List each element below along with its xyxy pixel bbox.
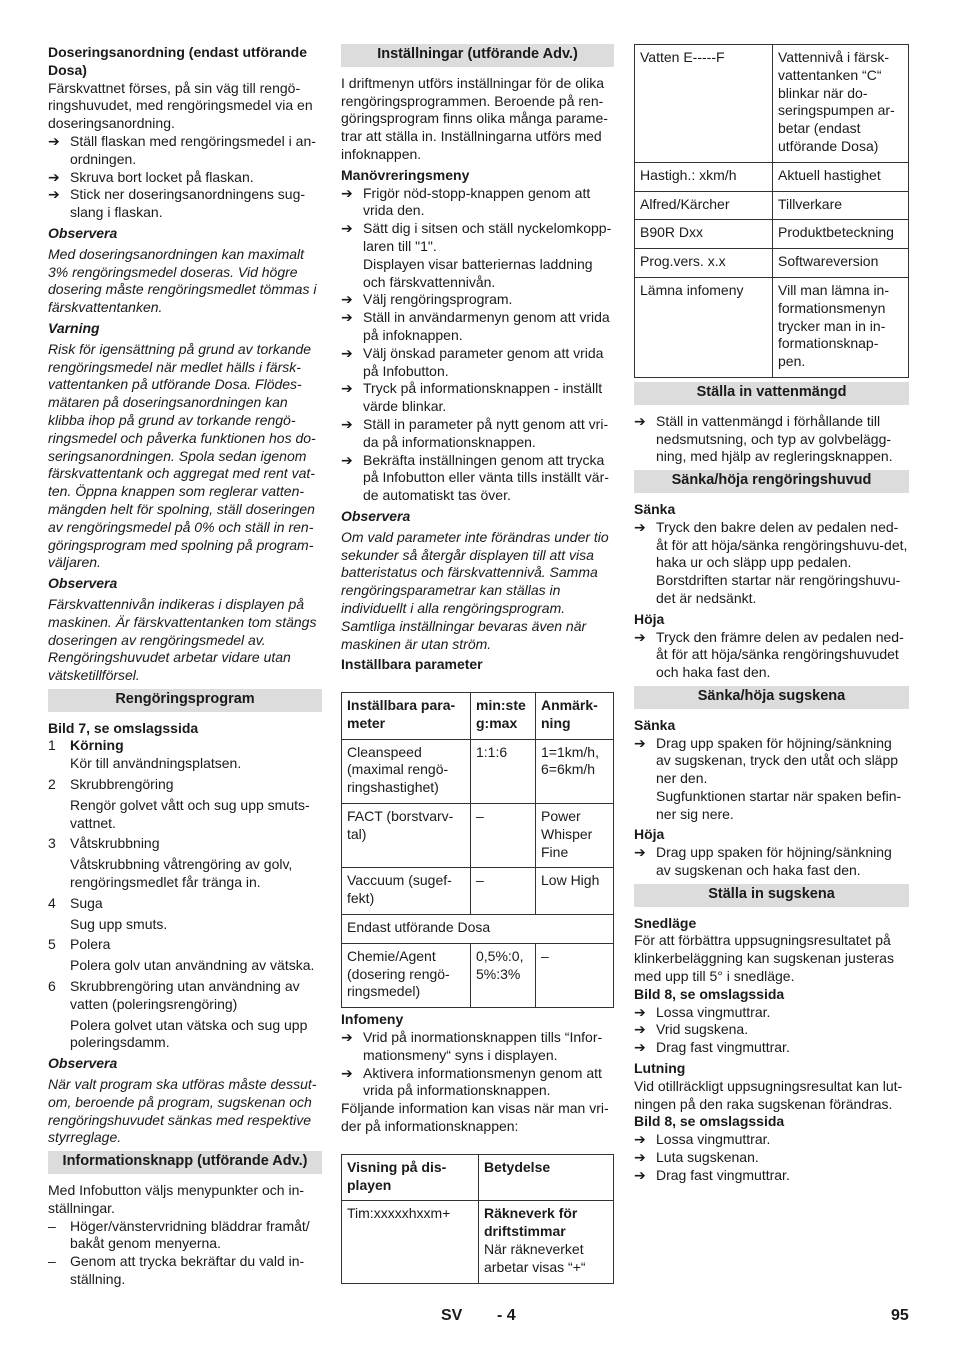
info-table-continued <box>634 44 909 378</box>
table-row: Lämna infomeny Vill man lämna in-formationsmenyn trycker man in in-formationsknap-pen. <box>635 277 909 377</box>
figure-reference: Bild 8, se omslagssida <box>634 985 785 1002</box>
list-item: – Höger/vänstervridning bläddrar framåt/ bakåt genom menyerna. <box>48 1217 310 1252</box>
arrow-right-icon: ➔ <box>341 451 353 468</box>
arrow-right-icon: ➔ <box>634 1166 646 1183</box>
list-item: ➔ Luta sugskenan. <box>634 1149 759 1166</box>
column-3: Vatten E-----F Vattennivå i färsk-vattentanken “C“ blinkar när do-seringspumpen ar-betar (endast utförande Dosa) Hastigh.: xkm/h Aktuell hastighet Alfred/Kärcher Tillverkare B90R Dxx Produktbeteckning Prog.vers. x.x Softwareversion Lämna infomeny Vill man lämna in-formationsmenyn trycker man in in-formationsknap-pen. Ställa in vattenmängd ➔ Ställ in vattenmängd i förhållande till nedsmutsning, och typ av golvbelägg-ning, med hjälp av regleringsknappen. Sänka/höja rengöringshuvud Sänka ➔ Tryck den bakre delen av pedalen ned-åt för att höja/sänka rengöringshuvu-det, haka ur och släpp upp pedalen. Borstdriften startar när rengöringshuvu-det är nedsänkt. Höja ➔ Tryck den främre delen av pedalen ned-åt för att höja/sänka rengöringshuvudet och haka fast den. Sänka/höja sugskena Sänka ➔ Drag upp spaken för höjning/sänkning av sugskenan, tryck den utåt och släpp ner den. Sugfunktionen startar när spaken befin-ner sig nere. Höja ➔ Drag upp spaken för höjning/sänkning av sugskenan och haka fast den. Ställa in sugskena Snedläge För att förbättra uppsugningsresultatet på klinkerbeläggning kan sugskenan justeras med upp till 5° i snedläge. Bild 8, se omslagssida ➔ Lossa vingmuttrar. ➔ Vrid sugskena. ➔ Drag fast vingmuttrar. Lutning Vid otillräckligt uppsugningsresultat kan lut-ningen på den raka sugskenan förändras. Bild 8, se omslagssida ➔ Lossa vingmuttrar. ➔ Luta sugskenan. ➔ Drag fast vingmuttrar. <box>634 44 909 1185</box>
infomeny-text: Följande information kan visas när man vri-der på informationsknappen: <box>341 1100 609 1135</box>
table-row: Visning på dis-playen Betydelse <box>342 1154 614 1201</box>
figure-reference: Bild 7, se omslagssida <box>48 719 199 736</box>
list-item: ➔ Drag fast vingmuttrar. <box>634 1166 790 1183</box>
warning-text: Risk för igensättning på grund av torkande rengöringsmedel när medlet hälls i färsk-vattentanken på utförande Dosa. Flödes-mätaren på doseringsanordningen kan klibba ihop på grund av torkande rengö-ringsmedel och påverka funktionen hos do-seringsanordningen. Spola sedan igenom färskvattentank och aggregat med rent vat-ten. Öppna knappen som reglerar vatten-mängden helt för spolning, ställ doseringen av rengöringsmedel på 0% och ställ in ren-göringsprogram med spolning på program-väljaren. <box>48 340 316 571</box>
list-item: ➔ Välj önskad parameter genom att vrida på Infobutton. <box>341 344 604 379</box>
arrow-right-icon: ➔ <box>634 628 646 645</box>
list-item: 5 Polera <box>48 936 111 953</box>
note-label: Observera <box>48 1055 118 1072</box>
note-text: När valt program ska utföras måste dessut-om, beroende på program, sugskenan och rengöringshuvudet sänkas med respektive styrreglage. <box>48 1076 317 1146</box>
settings-intro: I driftmenyn utförs inställningar för de olika rengöringsprogrammen. Beroende på ren-göringsprogram finns olika många parame-trar att ställa in. Inställningarna utförs med infoknappen. <box>341 74 608 162</box>
arrow-right-icon: ➔ <box>341 1029 353 1046</box>
list-item: ➔ Lossa vingmuttrar. <box>634 1003 771 1020</box>
subheading-lower: Sänka <box>634 500 676 517</box>
arrow-right-icon: ➔ <box>48 132 60 149</box>
section-heading-adjust-squeegee: Ställa in sugskena <box>634 884 909 907</box>
arrow-right-icon: ➔ <box>634 412 646 429</box>
table-row: Inställbara para-meter min:ste g:max Anmärk-ning <box>342 693 614 740</box>
arrow-right-icon: ➔ <box>634 1003 646 1020</box>
arrow-right-icon: ➔ <box>634 1021 646 1038</box>
note-text: Färskvattennivån indikeras i displayen på maskinen. Är färskvattentanken tom stängs doseringen av rengöringsmedel av. Rengöringshuvudet arbetar vidare utan vätsketillförsel. <box>48 595 317 684</box>
arrow-right-icon: ➔ <box>341 184 353 201</box>
table-row: Endast utförande Dosa <box>342 915 614 944</box>
arrow-right-icon: ➔ <box>48 168 60 185</box>
arrow-right-icon: ➔ <box>341 344 353 361</box>
arrow-right-icon: ➔ <box>634 844 646 861</box>
subheading-tilt: Lutning <box>634 1060 686 1077</box>
list-item: ➔ Skruva bort locket på flaskan. <box>48 168 254 185</box>
section-heading-squeegee: Sänka/höja sugskena <box>634 686 909 709</box>
footer-language: SV <box>441 1307 463 1324</box>
list-item: ➔ Drag fast vingmuttrar. <box>634 1039 790 1056</box>
column-1 <box>48 44 322 1289</box>
list-item: ➔ Välj rengöringsprogram. <box>341 291 513 308</box>
table-row: Tim:xxxxxhxxm+ Räkneverk för driftstimmar När räkneverket arbetar visas “+“ <box>342 1201 614 1283</box>
arrow-right-icon: ➔ <box>341 220 353 237</box>
note-label: Observera <box>48 224 118 241</box>
list-item: ➔ Drag upp spaken för höjning/sänkning av sugskenan och haka fast den. <box>634 844 892 879</box>
table-row: Chemie/Agent (dosering rengö-ringsmedel) 0,5%:0, 5%:3% – <box>342 943 614 1007</box>
subheading-raise: Höja <box>634 610 665 627</box>
table-row: Vatten E-----F Vattennivå i färsk-vattentanken “C“ blinkar när do-seringspumpen ar-betar (endast utförande Dosa) <box>635 45 909 163</box>
warning-label: Varning <box>48 319 100 336</box>
list-item: ➔ Ställ flaskan med rengöringsmedel i an-ordningen. <box>48 132 316 167</box>
section-heading-cleaning-head: Sänka/höja rengöringshuvud <box>634 470 909 493</box>
dosing-title: Doseringsanordning (endast utförande Dosa) <box>48 44 308 78</box>
list-item: ➔ Drag upp spaken för höjning/sänkning av sugskenan, tryck den utåt och släpp ner den. <box>634 734 899 787</box>
section-heading-cleaning-programs: Rengöringsprogram <box>48 689 322 712</box>
column-2 <box>341 44 614 1284</box>
arrow-right-icon: ➔ <box>634 734 646 751</box>
note-label: Observera <box>48 575 118 592</box>
arrow-right-icon: ➔ <box>341 1064 353 1081</box>
table-row: Alfred/Kärcher Tillverkare <box>635 191 909 220</box>
list-item: 1 Körning <box>48 737 124 754</box>
list-item: ➔ Lossa vingmuttrar. <box>634 1131 771 1148</box>
list-item: ➔ Vrid sugskena. <box>634 1021 749 1038</box>
list-item: 3 Våtskrubbning <box>48 835 160 852</box>
list-item: ➔ Sätt dig i sitsen och ställ nyckelomkopp-laren till "1". <box>341 220 612 254</box>
list-item: ➔ Tryck den bakre delen av pedalen ned-åt för att höja/sänka rengöringshuvu-det, haka ur och släpp upp pedalen. <box>634 518 908 571</box>
table-row: FACT (borstvarv-tal) – Power Whisper Fine <box>342 804 614 868</box>
list-item: ➔ Tryck på informationsknappen - inställt värde blinkar. <box>341 380 603 415</box>
list-item: 2 Skrubbrengöring <box>48 776 174 793</box>
table-row: B90R Dxx Produktbeteckning <box>635 220 909 249</box>
list-item: ➔ Bekräfta inställningen genom att trycka på Infobutton eller vänta tills inställt vär-de automatiskt tas över. <box>341 451 609 504</box>
arrow-right-icon: ➔ <box>634 1131 646 1148</box>
arrow-right-icon: ➔ <box>341 380 353 397</box>
table-row: Vaccuum (sugef-fekt) – Low High <box>342 868 614 915</box>
list-item: 6 Skrubbrengöring utan användning av vatten (poleringsrengöring) <box>48 978 300 1012</box>
param-table <box>341 692 614 1008</box>
list-item: ➔ Stick ner doseringsanordningens sug-slang i flaskan. <box>48 186 306 221</box>
arrow-right-icon: ➔ <box>634 518 646 535</box>
infomeny-title: Infomeny <box>341 1011 404 1028</box>
maneuver-steps: ➔ Frigör nöd-stopp-knappen genom att vrida den. ➔ Sätt dig i sitsen och ställ nyckelomkopp-laren till "1". Displayen visar batteriernas laddning och färskvattennivån. ➔ Välj rengöringsprogram. ➔ Ställ in användarmenyn genom att vrida på infoknappen. ➔ Välj önskad parameter genom att vrida på Infobutton. ➔ Tryck på informationsknappen - inställt värde blinkar. ➔ Ställ in parameter på nytt genom att vri-da på informationsknappen. ➔ Bekräfta inställningen genom att trycka på Infobutton eller vänta tills inställt vär-de automatiskt tas över. <box>341 185 614 505</box>
arrow-right-icon: ➔ <box>341 309 353 326</box>
dosing-intro: Färskvattnet förses, på sin väg till rengö-ringshuvudet, med rengöringsmedel via en doseringsanordning. <box>48 79 313 132</box>
subheading-lower: Sänka <box>634 716 676 733</box>
arrow-right-icon: ➔ <box>341 415 353 432</box>
list-item: – Genom att trycka bekräftar du vald in-ställning. <box>48 1253 305 1287</box>
note-text: Om vald parameter inte förändras under tio sekunder så återgår displayen till att visa batteristatus och färskvattennivå. Samma rengöringsparametrar kan ställas in individuellt i alla rengöringsprogram. Samtliga inställningar bevaras även när maskinen är utan ström. <box>341 528 609 652</box>
tilt-text: Vid otillräckligt uppsugningsresultat kan lut-ningen på den raka sugskenan förändras. <box>634 1077 903 1112</box>
maneuver-title: Manövreringsmeny <box>341 166 470 183</box>
table-row: Cleanspeed (maximal rengö-ringshastighet) 1:1:6 1=1km/h, 6=6km/h <box>342 739 614 803</box>
oblique-text: För att förbättra uppsugningsresultatet på klinkerbeläggning kan sugskenan justeras med upp till 5° i snedläge. <box>634 932 894 985</box>
arrow-right-icon: ➔ <box>48 186 60 203</box>
list-item: ➔ Ställ in användarmenyn genom att vrida på infoknappen. <box>341 309 610 343</box>
list-item: ➔ Aktivera informationsmenyn genom att vrida på informationsknappen. <box>341 1064 602 1099</box>
footer-page-sub: - 4 <box>497 1307 516 1324</box>
list-item: ➔ Tryck den främre delen av pedalen ned-åt för att höja/sänka rengöringshuvudet och haka fast den. <box>634 628 904 681</box>
info-table <box>341 1154 614 1284</box>
list-item: ➔ Frigör nöd-stopp-knappen genom att vrida den. <box>341 184 591 219</box>
note-text: Med doseringsanordningen kan maximalt 3% rengöringsmedel doseras. Vid högre dosering måste rengöringsmedlet tömmas i färskvattentanken. <box>48 245 317 316</box>
program-list: 1 Körning Kör till användningsplatsen. 2 Skrubbrengöring Rengör golvet vått och sug upp smuts-vattnet. 3 Våtskrubbning Våtskrubbning våtrengöring av golv, rengöringsmedlet får tränga in. 4 Suga Sug upp smuts. 5 Polera Polera golv utan användning av vätska. 6 Skrubbrengöring utan användning av vatten (poleringsrengöring) Polera golvet utan vätska och sug upp poleringsdamm. <box>48 737 322 1052</box>
param-title: Inställbara parameter <box>341 656 483 673</box>
note-label: Observera <box>341 507 411 524</box>
table-row: Hastigh.: xkm/h Aktuell hastighet <box>635 162 909 191</box>
list-item: ➔ Ställ in vattenmängd i förhållande till nedsmutsning, och typ av golvbelägg-ning, med hjälp av regleringsknappen. <box>634 412 893 465</box>
arrow-right-icon: ➔ <box>634 1039 646 1056</box>
section-heading-settings: Inställningar (utförande Adv.) <box>341 44 614 67</box>
info-intro: Med Infobutton väljs menypunkter och in-ställningar. <box>48 1182 305 1216</box>
figure-reference: Bild 8, se omslagssida <box>634 1113 785 1130</box>
subheading-raise: Höja <box>634 826 665 843</box>
section-heading-water-amount: Ställa in vattenmängd <box>634 382 909 405</box>
footer-page-number: 95 <box>891 1307 909 1324</box>
list-item: ➔ Vrid på inormationsknappen tills “Infor-mationsmeny“ syns i displayen. <box>341 1029 603 1063</box>
subheading-oblique: Snedläge <box>634 914 697 931</box>
table-row: Prog.vers. x.x Softwareversion <box>635 249 909 278</box>
arrow-right-icon: ➔ <box>634 1149 646 1166</box>
list-item: 4 Suga <box>48 894 103 911</box>
list-item: ➔ Ställ in parameter på nytt genom att vri-da på informationsknappen. <box>341 415 609 450</box>
dosing-steps <box>48 133 322 222</box>
arrow-right-icon: ➔ <box>341 291 353 308</box>
section-heading-info-button: Informationsknapp (utförande Adv.) <box>48 1151 322 1174</box>
